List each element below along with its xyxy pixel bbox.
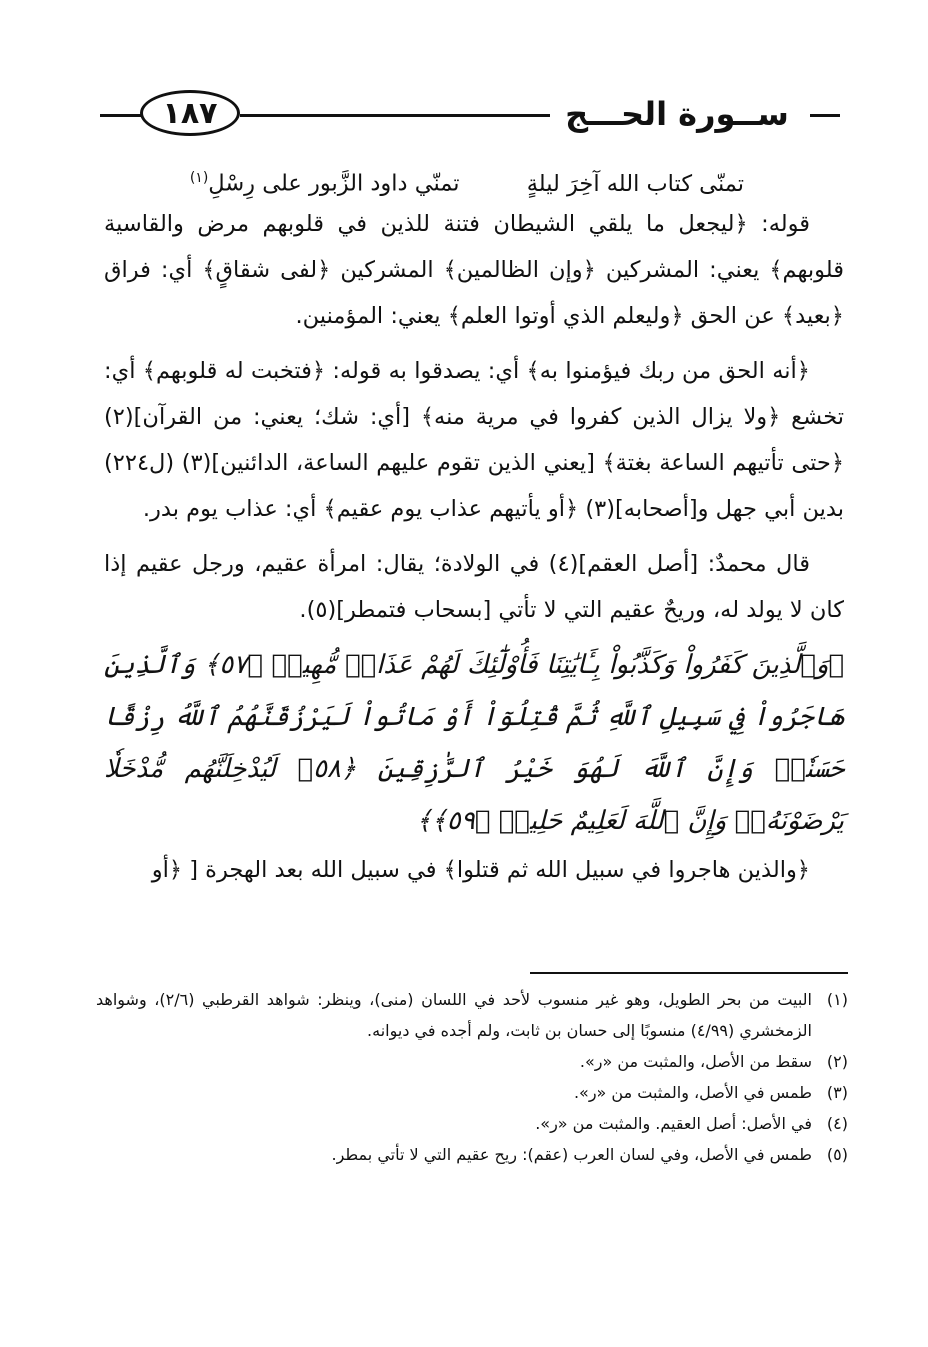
footnote-text: طمس في الأصل، وفي لسان العرب (عقم): ريح عقيم التي لا تأتي بمطر. — [331, 1145, 812, 1164]
footnote — [96, 1077, 848, 1108]
poetry-verse — [104, 155, 844, 201]
footnote-number: (١) — [826, 990, 848, 1009]
commentary-paragraph-1: قوله: ﴿ليجعل ما يلقي الشيطان فتنة للذين في قلوبهم مرض والقاسية قلوبهم﴾ يعني: المشركين ﴿وإن الظالمين﴾ المشركين ﴿لفى شقاقٍ﴾ أي: فراق ﴿بعيد﴾ عن الحق ﴿وليعلم الذي أوتوا العلم﴾ يعني: المؤمنين. — [104, 211, 844, 329]
verse-left-hemistich: تمنّي داود الزَّبور على رِسْلِ — [208, 170, 460, 197]
commentary-paragraph-4: ﴿والذين هاجروا في سبيل الله ثم قتلوا﴾ في سبيل الله بعد الهجرة [ ﴿أو — [151, 857, 810, 883]
footnote-text: سقط من الأصل، والمثبت من «ر». — [579, 1052, 812, 1071]
footnote-number: (٣) — [826, 1083, 848, 1102]
footnotes — [96, 984, 848, 1170]
surah-title: ســورة الحـــج — [565, 95, 789, 133]
body-text — [104, 155, 844, 893]
footnote — [96, 1108, 848, 1139]
header-rule-right — [810, 114, 840, 117]
page-number: ١٨٧ — [140, 90, 240, 136]
verse-left-hemistich-wrap — [190, 155, 520, 207]
footnote — [96, 1046, 848, 1077]
commentary-paragraph-3: قال محمدٌ: [أصل العقم](٤) في الولادة؛ يقال: امرأة عقيم، ورجل عقيم إذا كان لا يولد له، وريحٌ عقيم التي لا تأتي [بسحاب فتمطر](٥). — [104, 551, 844, 623]
footnote-text: في الأصل: أصل العقيم. والمثبت من «ر». — [535, 1114, 812, 1133]
footnote — [96, 984, 848, 1046]
footnote-number: (٤) — [826, 1114, 848, 1133]
header-rule-middle — [240, 114, 550, 117]
footnote-text: طمس في الأصل، والمثبت من «ر». — [573, 1083, 812, 1102]
footnote-separator — [530, 972, 848, 974]
quran-verses: ﴿وَٱلَّذِينَ كَفَرُواْ وَكَذَّبُواْ بِـَٔايَٰتِنَا فَأُوْلَٰٓئِكَ لَهُمْ عَذَابٞ مُّهِينٞ ﴿٥٧﴾ وَٱلَّذِينَ هَاجَرُواْ فِي سَبِيلِ ٱللَّهِ ثُمَّ قُتِلُوٓاْ أَوْ مَاتُواْ لَيَرْزُقَنَّهُمُ ٱللَّهُ رِزْقًا حَسَنٗاۚ وَإِنَّ ٱللَّهَ لَهُوَ خَيْرُ ٱلرَّٰزِقِينَ ﴿٥٨﴾ لَيُدْخِلَنَّهُم مُّدْخَلٗا يَرْضَوْنَهُۥۗ وَإِنَّ ٱللَّهَ لَعَلِيمٌ حَلِيمٞ ﴿٥٩﴾﴾ — [104, 650, 845, 836]
footnote-text: البيت من بحر الطويل، وهو غير منسوب لأحد في اللسان (منى)، وينظر: شواهد القرطبي (٢/٦)، وشواهد الزمخشري (٤/٩٩) منسوبًا إلى حسان بن ثابت، ولم أجده في ديوانه. — [96, 990, 813, 1040]
footnote-ref: (١) — [189, 170, 209, 186]
commentary-paragraph-2: ﴿أنه الحق من ربك فيؤمنوا به﴾ أي: يصدقوا به قوله: ﴿فتخبت له قلوبهم﴾ أي: تخشع ﴿ولا يزال الذين كفروا في مرية منه﴾ [أي: شك؛ يعني: من القرآن](٢) ﴿حتى تأتيهم الساعة بغتة﴾ [يعني الذين تقوم عليهم الساعة، الدائنين](٣) (ل٢٢٤) بدين أبي جهل و[أصحابه](٣) ﴿أو يأتيهم عذاب يوم عقيم﴾ أي: عذاب يوم بدر. — [104, 358, 845, 522]
footnote — [96, 1139, 848, 1170]
verse-right-hemistich: تمنّى كتاب الله آخِرَ ليلةٍ — [526, 170, 744, 197]
footnote-number: (٢) — [826, 1052, 848, 1071]
footnote-number: (٥) — [826, 1145, 848, 1164]
header-rule-left — [100, 114, 142, 117]
page-header — [100, 84, 840, 144]
